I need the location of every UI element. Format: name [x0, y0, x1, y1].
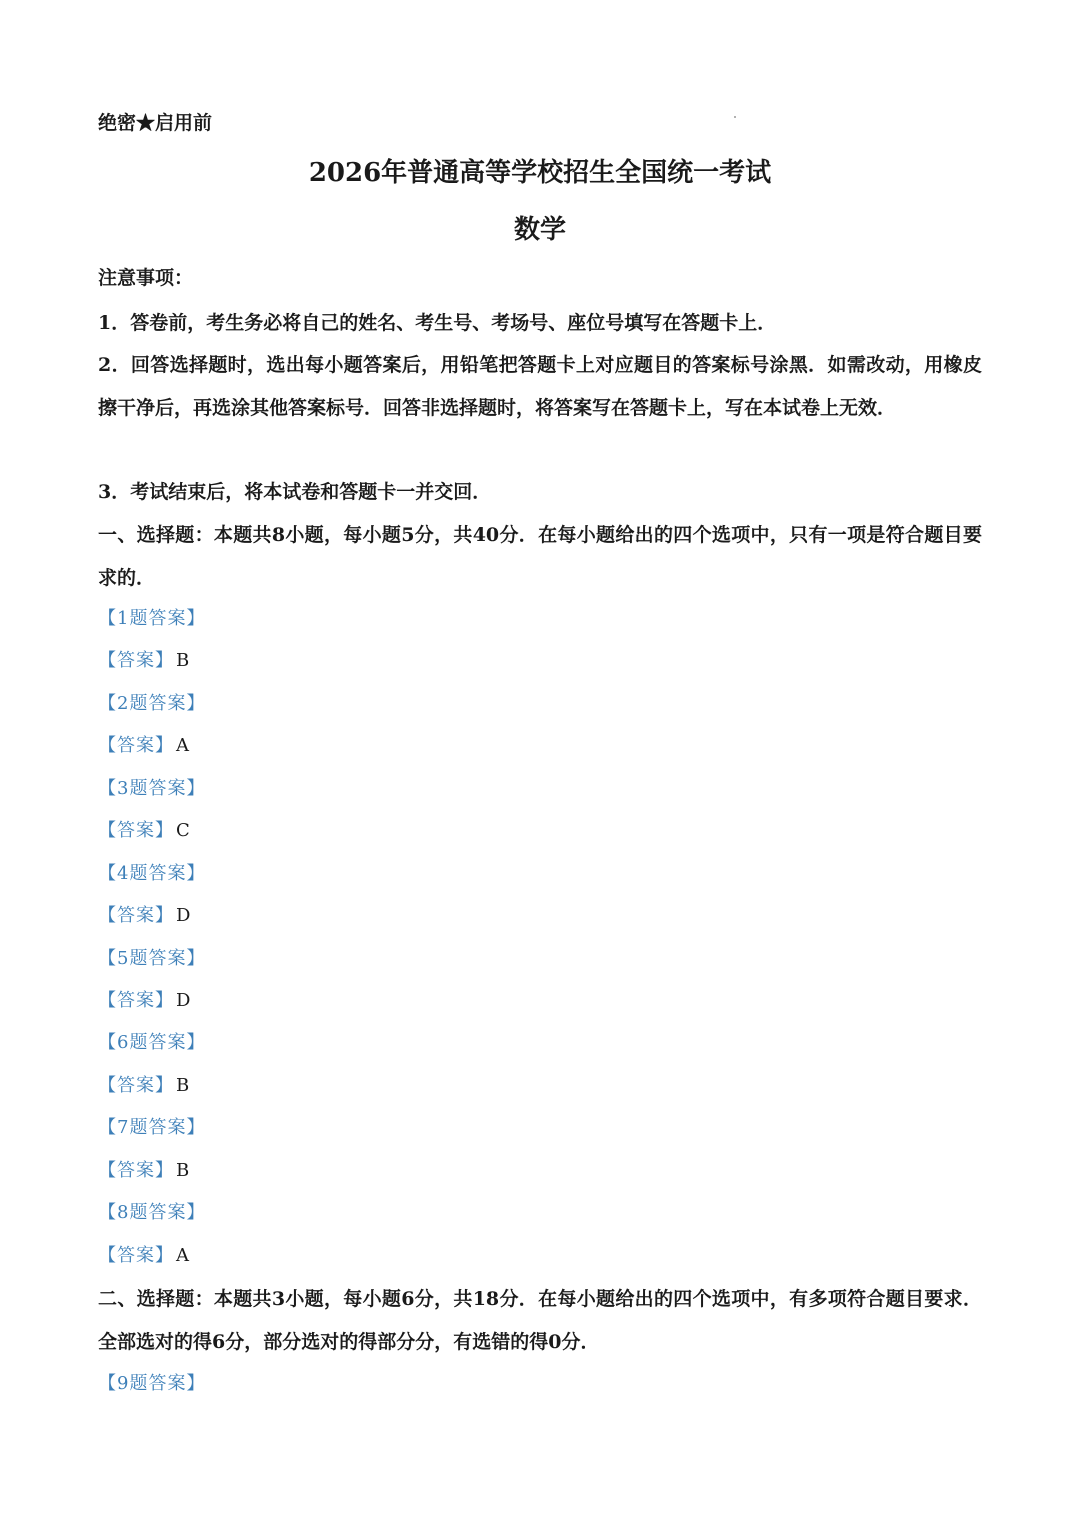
question-label: 【2题答案】: [98, 692, 206, 714]
question-label: 【1题答案】: [98, 608, 206, 629]
question-label-row: [98, 1022, 205, 1064]
answer-value: D: [176, 905, 191, 927]
answer-label: 【答案】: [98, 1244, 174, 1266]
question-label-row: [98, 683, 205, 725]
question-label-row: [98, 768, 205, 810]
question-label: 【9题答案】: [98, 1373, 206, 1394]
section-2-heading: 二、选择题：本题共3小题，每小题6分，共18分．在每小题给出的四个选项中，有多项符合题目要求．全部选对的得6分，部分选对的得部分分，有选错的得0分．: [98, 1288, 982, 1353]
notice-item-3: 3．考试结束后，将本试卷和答题卡一并交回．: [98, 481, 492, 503]
question-label: 【6题答案】: [98, 1032, 206, 1054]
question-label-row: [98, 1107, 205, 1149]
answer-row: [98, 895, 205, 937]
question-label: 【8题答案】: [98, 1202, 206, 1224]
question-label-row: [98, 598, 205, 640]
answer-label: 【答案】: [98, 905, 174, 927]
answer-label: 【答案】: [98, 820, 174, 842]
answer-label: 【答案】: [98, 1074, 174, 1096]
question-9-label-row: [98, 1372, 205, 1396]
notice-item-2: 2．回答选择题时，选出每小题答案后，用铅笔把答题卡上对应题目的答案标号涂黑．如需改动，用橡皮擦干净后，再选涂其他答案标号．回答非选择题时，将答案写在答题卡上，写在本试卷上无效．: [98, 354, 982, 419]
answer-value: D: [176, 989, 191, 1011]
answer-value: B: [176, 1074, 190, 1096]
question-label-row: [98, 853, 205, 895]
subject-title: 数学: [513, 215, 566, 245]
answer-value: A: [176, 1244, 189, 1266]
answer-row: [98, 640, 205, 682]
scan-speck: [734, 116, 736, 118]
answer-row: [98, 980, 205, 1022]
section-1-heading: 一、选择题：本题共8小题，每小题5分，共40分．在每小题给出的四个选项中，只有一项是符合题目要求的．: [98, 524, 982, 589]
answer-row: [98, 810, 205, 852]
answer-label: 【答案】: [98, 1159, 174, 1181]
answer-list: [98, 598, 205, 1277]
question-label-row: [98, 1192, 205, 1234]
exam-title: 2026年普通高等学校招生全国统一考试: [308, 158, 772, 188]
answer-label: 【答案】: [98, 989, 174, 1011]
question-label: 【7题答案】: [98, 1117, 206, 1139]
answer-row: [98, 1235, 205, 1277]
answer-value: A: [176, 735, 189, 757]
answer-value: B: [176, 1159, 190, 1181]
answer-row: [98, 1150, 205, 1192]
answer-row: [98, 725, 205, 767]
question-label: 【5题答案】: [98, 947, 206, 969]
answer-value: B: [176, 650, 190, 672]
question-label-row: [98, 938, 205, 980]
answer-label: 【答案】: [98, 650, 174, 672]
answer-value: C: [176, 820, 190, 842]
question-label: 【3题答案】: [98, 777, 206, 799]
notice-item-1: 1．答卷前，考生务必将自己的姓名、考生号、考场号、座位号填写在答题卡上．: [98, 312, 777, 334]
question-label: 【4题答案】: [98, 862, 206, 884]
answer-row: [98, 1065, 205, 1107]
notice-heading: 注意事项：: [98, 267, 194, 289]
confidential-label: 绝密★启用前: [98, 112, 213, 134]
answer-label: 【答案】: [98, 735, 174, 757]
